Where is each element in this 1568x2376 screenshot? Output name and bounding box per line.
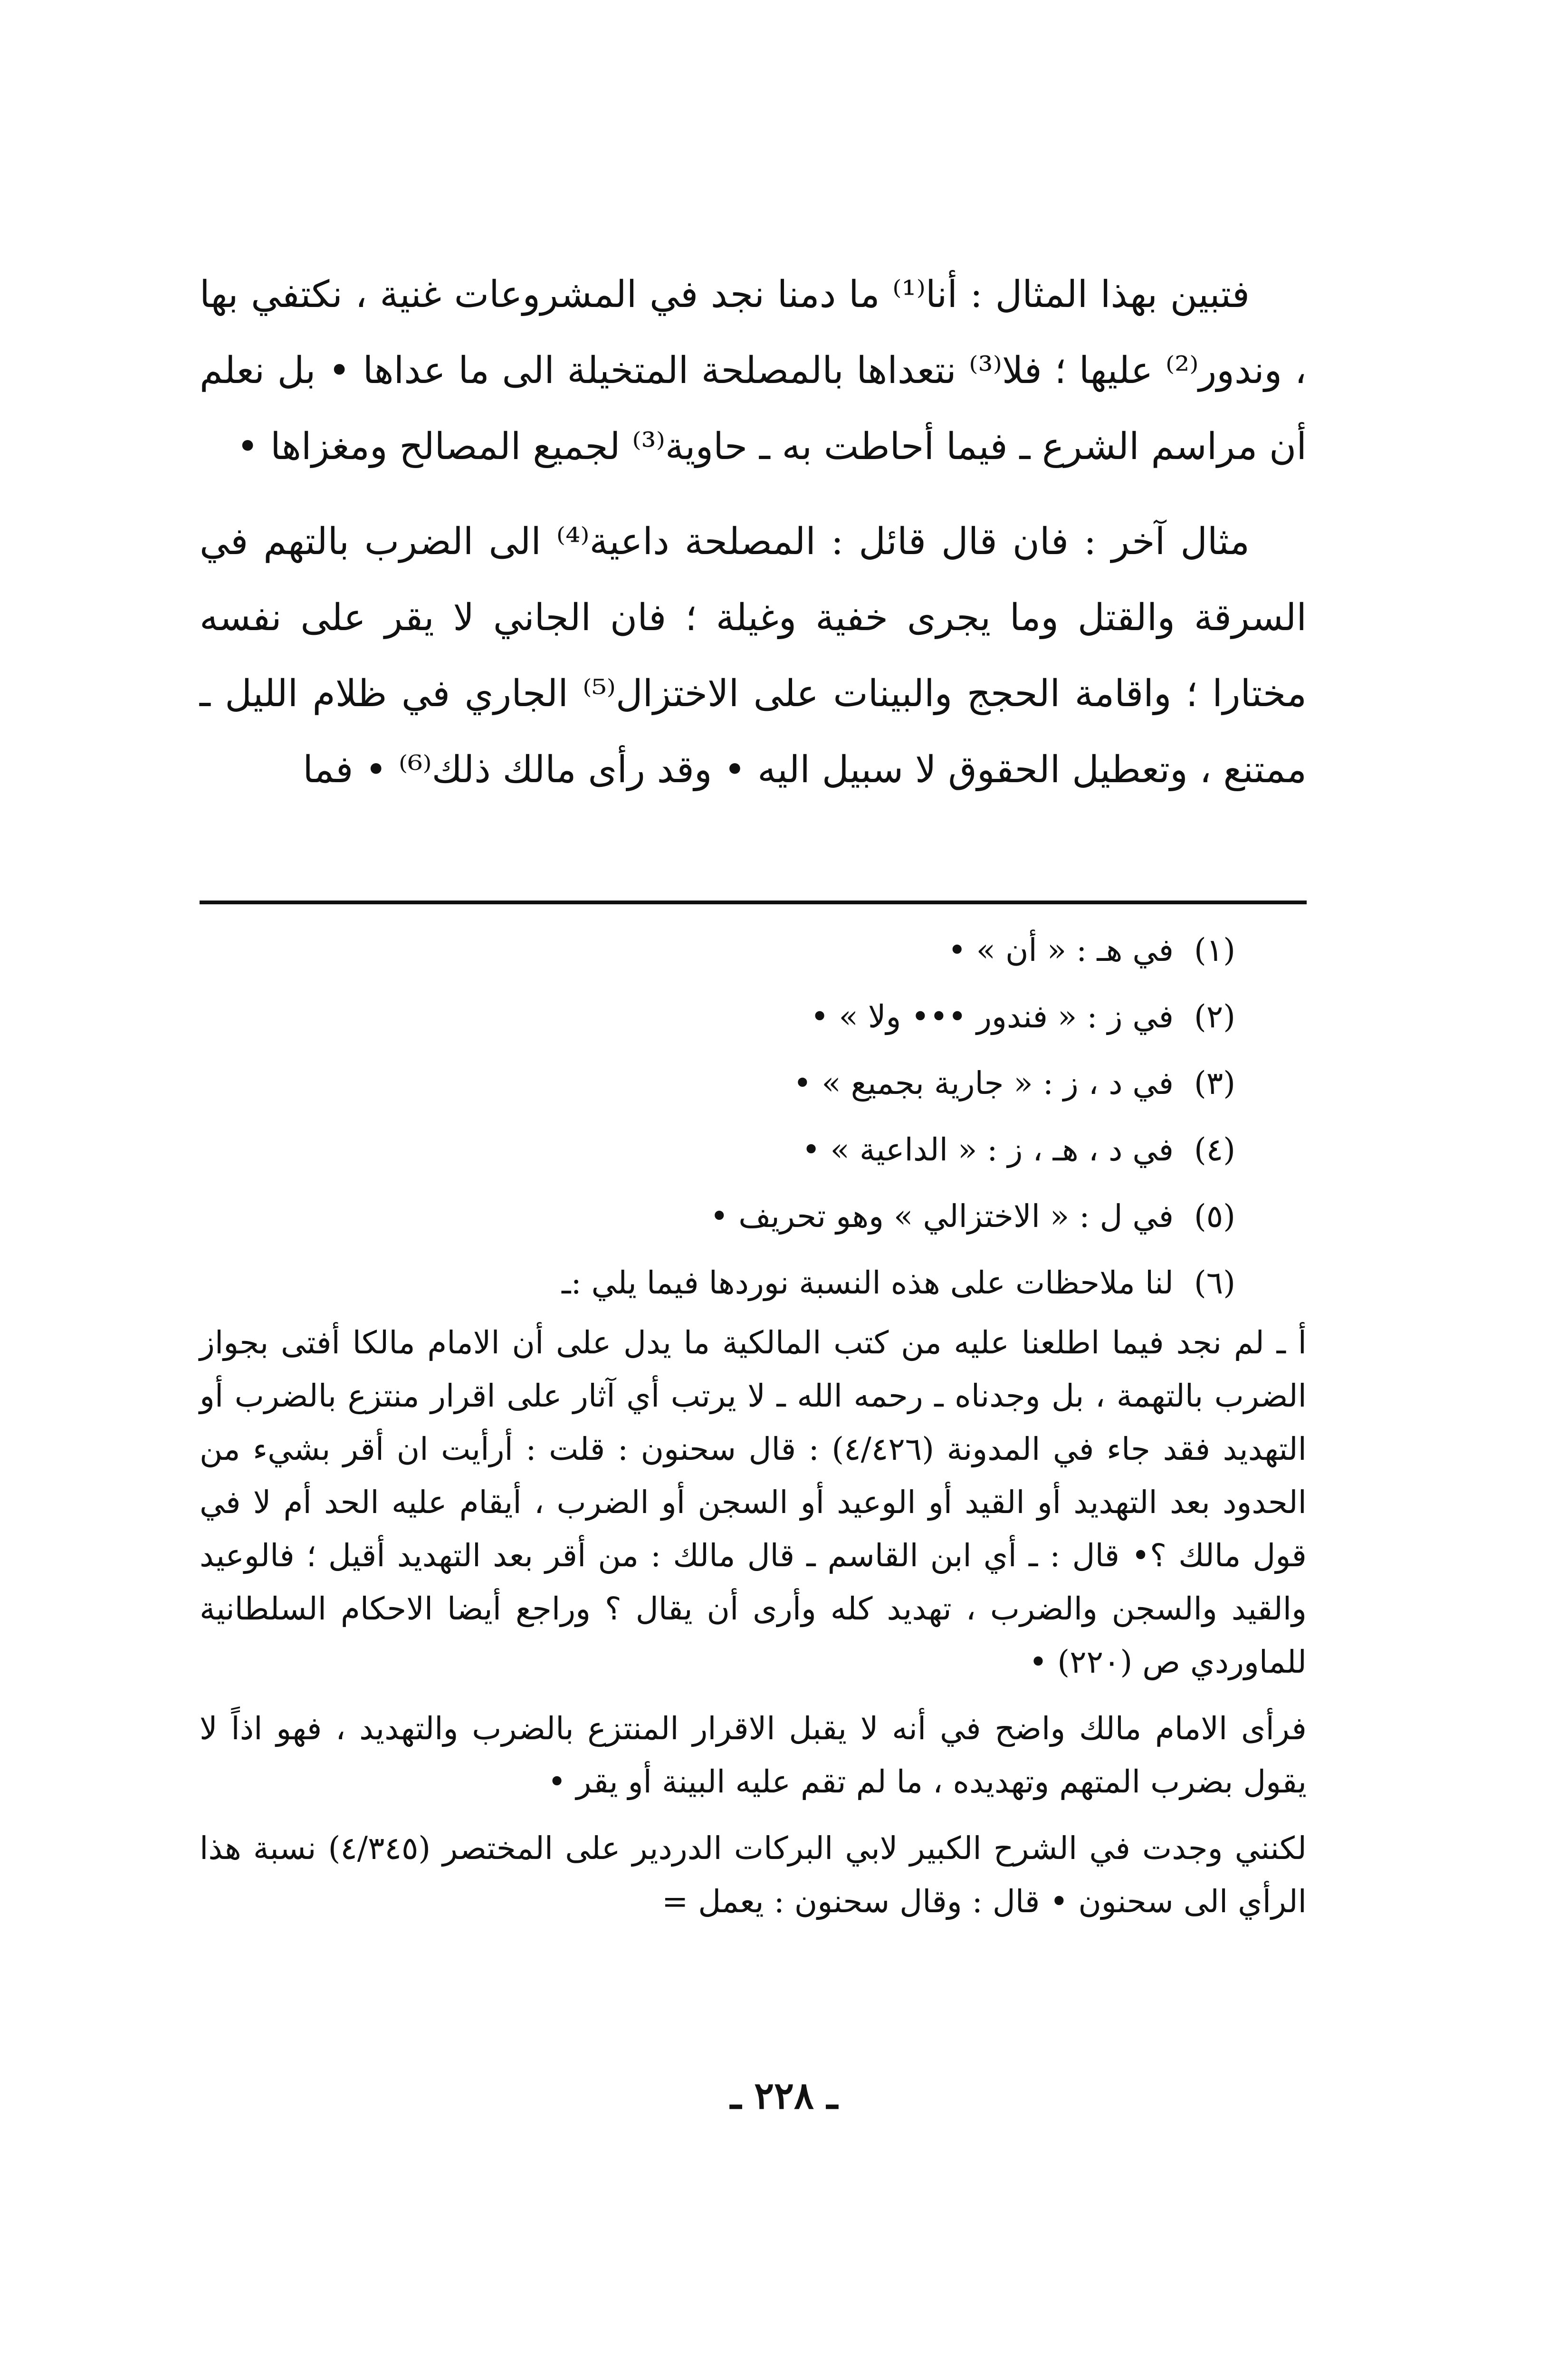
footnote-number: (٤) [1194,1131,1235,1168]
footnote-number: (٦) [1194,1265,1235,1301]
footnote-text: لنا ملاحظات على هذه النسبة نوردها فيما يلي :ـ [562,1265,1174,1301]
footnote-text: في هـ : « أن » • [947,932,1174,968]
footnote-5 [200,1183,1307,1250]
footnote-text: في د ، ز : « جارية بجميع » • [793,1065,1174,1102]
footnote-6-note-a: أ ـ لم نجد فيما اطلعنا عليه من كتب المالكية ما يدل على أن الامام مالكا أفتى بجواز الضرب بالتهمة ، بل وجدناه ـ رحمه الله ـ لا يرتب أي آثار على اقرار منتزع بالضرب أو التهديد فقد جاء في المدونة (٤/٤٢٦) : قال سحنون : قلت : أرأيت ان أقر بشيء من الحدود بعد التهديد أو القيد أو الوعيد أو السجن أو الضرب ، أيقام عليه الحد أم لا في قول مالك ؟• قال : ـ أي ابن القاسم ـ قال مالك : من أقر بعد التهديد أقيل ؛ فالوعيد والقيد والسجن والضرب ، تهديد كله وأرى أن يقال ؟ وراجع أيضا الاحكام السلطانية للماوردي ص (٢٢٠) • [200,1324,1307,1680]
footnote-1 [200,917,1307,984]
main-paragraph-2 [200,504,1307,808]
main-paragraph-2-text: مثال آخر : فان قال قائل : المصلحة داعية⁽⁴⁾ الى الضرب بالتهم في السرقة والقتل وما يجرى خفية وغيلة ؛ فان الجاني لا يقر على نفسه مختارا ؛ واقامة الحجج والبينات على الاختزال⁽⁵⁾ الجاري في ظلام الليل ـ ممتنع ، وتعطيل الحقوق لا سبيل اليه • وقد رأى مالك ذلك⁽⁶⁾ • فما [200,520,1307,791]
main-paragraph-1 [200,257,1307,485]
footnote-number: (٣) [1194,1065,1235,1102]
footnote-6-note-b: فرأى الامام مالك واضح في أنه لا يقبل الاقرار المنتزع بالضرب والتهديد ، فهو اذاً لا يقول بضرب المتهم وتهديده ، ما لم تقم عليه البينة أو يقر • [200,1710,1307,1800]
footnote-separator [200,901,1307,904]
footnote-3 [200,1050,1307,1117]
footnote-number: (٢) [1194,998,1235,1035]
footnote-number: (١) [1194,932,1235,968]
footnote-text: في ل : « الاختزالي » وهو تحريف • [710,1198,1174,1235]
footnotes [200,917,1307,1928]
main-text [200,257,1307,808]
footnote-number: (٥) [1194,1198,1235,1235]
footnote-6-note-c: لكنني وجدت في الشرح الكبير لابي البركات الدردير على المختصر (٤/٣٤٥) نسبة هذا الرأي الى سحنون • قال : وقال سحنون : يعمل = [200,1830,1307,1920]
footnote-4 [200,1117,1307,1183]
footnote-6 [200,1250,1307,1316]
page-number: ـ ٢٢٨ ـ [730,2074,838,2117]
footnote-2 [200,984,1307,1050]
footnote-text: في ز : « فندور ••• ولا » • [810,998,1174,1035]
main-paragraph-1-text: فتبين بهذا المثال : أنا⁽¹⁾ ما دمنا نجد في المشروعات غنية ، نكتفي بها ، وندور⁽²⁾ عليها ؛ فلا⁽³⁾ نتعداها بالمصلحة المتخيلة الى ما عداها • بل نعلم أن مراسم الشرع ـ فيما أحاطت به ـ حاوية⁽³⁾ لجميع المصالح ومغزاها • [200,273,1307,468]
footnote-text: في د ، هـ ، ز : « الداعية » • [802,1131,1174,1168]
